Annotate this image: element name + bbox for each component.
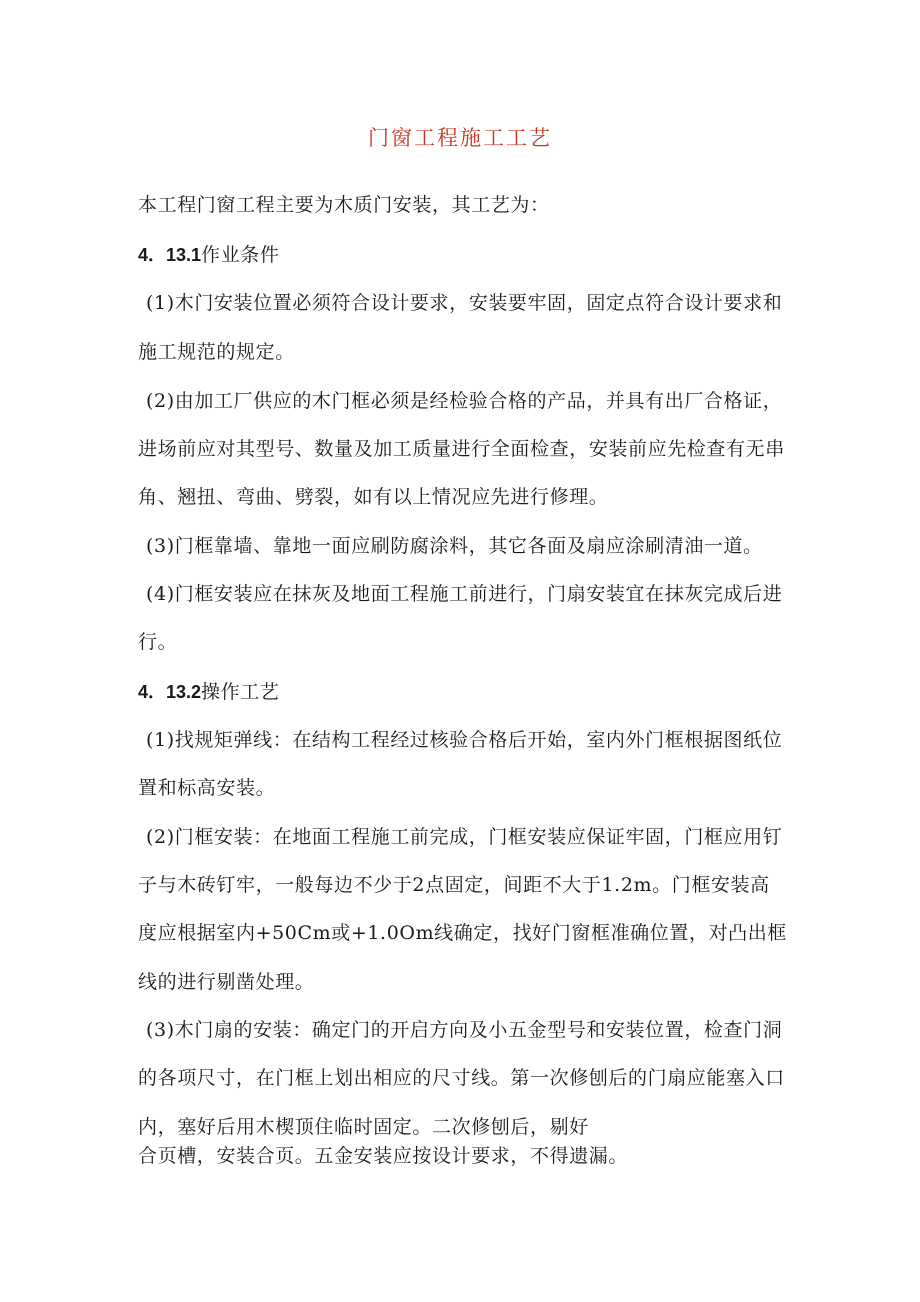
paragraph-line: 进场前应对其型号、数量及加工质量进行全面检查，安装前应先检查有无串 bbox=[138, 438, 785, 460]
paragraph-line: 角、翘扭、弯曲、劈裂，如有以上情况应先进行修理。 bbox=[138, 486, 609, 508]
paragraph-line: (4)门框安装应在抹灰及地面工程施工前进行，门扇安装宜在抹灰完成后进 bbox=[146, 583, 783, 605]
section-heading-2 bbox=[138, 677, 279, 704]
intro-paragraph: 本工程门窗工程主要为木质门安装，其工艺为： bbox=[138, 194, 550, 216]
paragraph-line: (1)木门安装位置必须符合设计要求，安装要牢固，固定点符合设计要求和 bbox=[146, 292, 783, 314]
section-number-1: 4．13.1 bbox=[138, 245, 202, 265]
paragraph-line: (1)找规矩弹线：在结构工程经过核验合格后开始，室内外门框根据图纸位 bbox=[146, 729, 783, 751]
paragraph-line: 置和标高安装。 bbox=[138, 777, 276, 799]
paragraph-line: (2)门框安装：在地面工程施工前完成，门框安装应保证牢固，门框应用钉 bbox=[146, 826, 783, 848]
section-title-1: 作业条件 bbox=[201, 244, 280, 266]
paragraph-line: 施工规范的规定。 bbox=[138, 341, 295, 363]
paragraph-line: 行。 bbox=[138, 631, 178, 653]
section-number-2: 4．13.2 bbox=[138, 682, 202, 702]
paragraph-line: 的各项尺寸，在门框上划出相应的尺寸线。第一次修刨后的门扇应能塞入口 bbox=[138, 1067, 785, 1089]
section-heading-1 bbox=[138, 240, 279, 267]
paragraph-line: (2)由加工厂供应的木门框必须是经检验合格的产品，并具有出厂合格证， bbox=[146, 390, 783, 412]
document-title: 门窗工程施工工艺 bbox=[368, 126, 552, 150]
paragraph-line: 线的进行剔凿处理。 bbox=[138, 971, 315, 993]
paragraph-line: 内，塞好后用木楔顶住临时固定。二次修刨后，剔好 bbox=[138, 1116, 589, 1138]
paragraph-line: (3)木门扇的安装：确定门的开启方向及小五金型号和安装位置，检查门洞 bbox=[146, 1019, 783, 1041]
section-title-2: 操作工艺 bbox=[201, 681, 280, 703]
paragraph-line: (3)门框靠墙、靠地一面应刷防腐涂料，其它各面及扇应涂刷清油一道。 bbox=[146, 535, 763, 557]
paragraph-line: 子与木砖钉牢，一般每边不少于2点固定，间距不大于1.2m。门框安装高 bbox=[138, 874, 770, 896]
paragraph-line: 合页槽，安装合页。五金安装应按设计要求，不得遗漏。 bbox=[138, 1145, 629, 1167]
paragraph-line: 度应根据室内+50Cm或+1.0Om线确定，找好门窗框准确位置，对凸出框 bbox=[138, 922, 787, 944]
